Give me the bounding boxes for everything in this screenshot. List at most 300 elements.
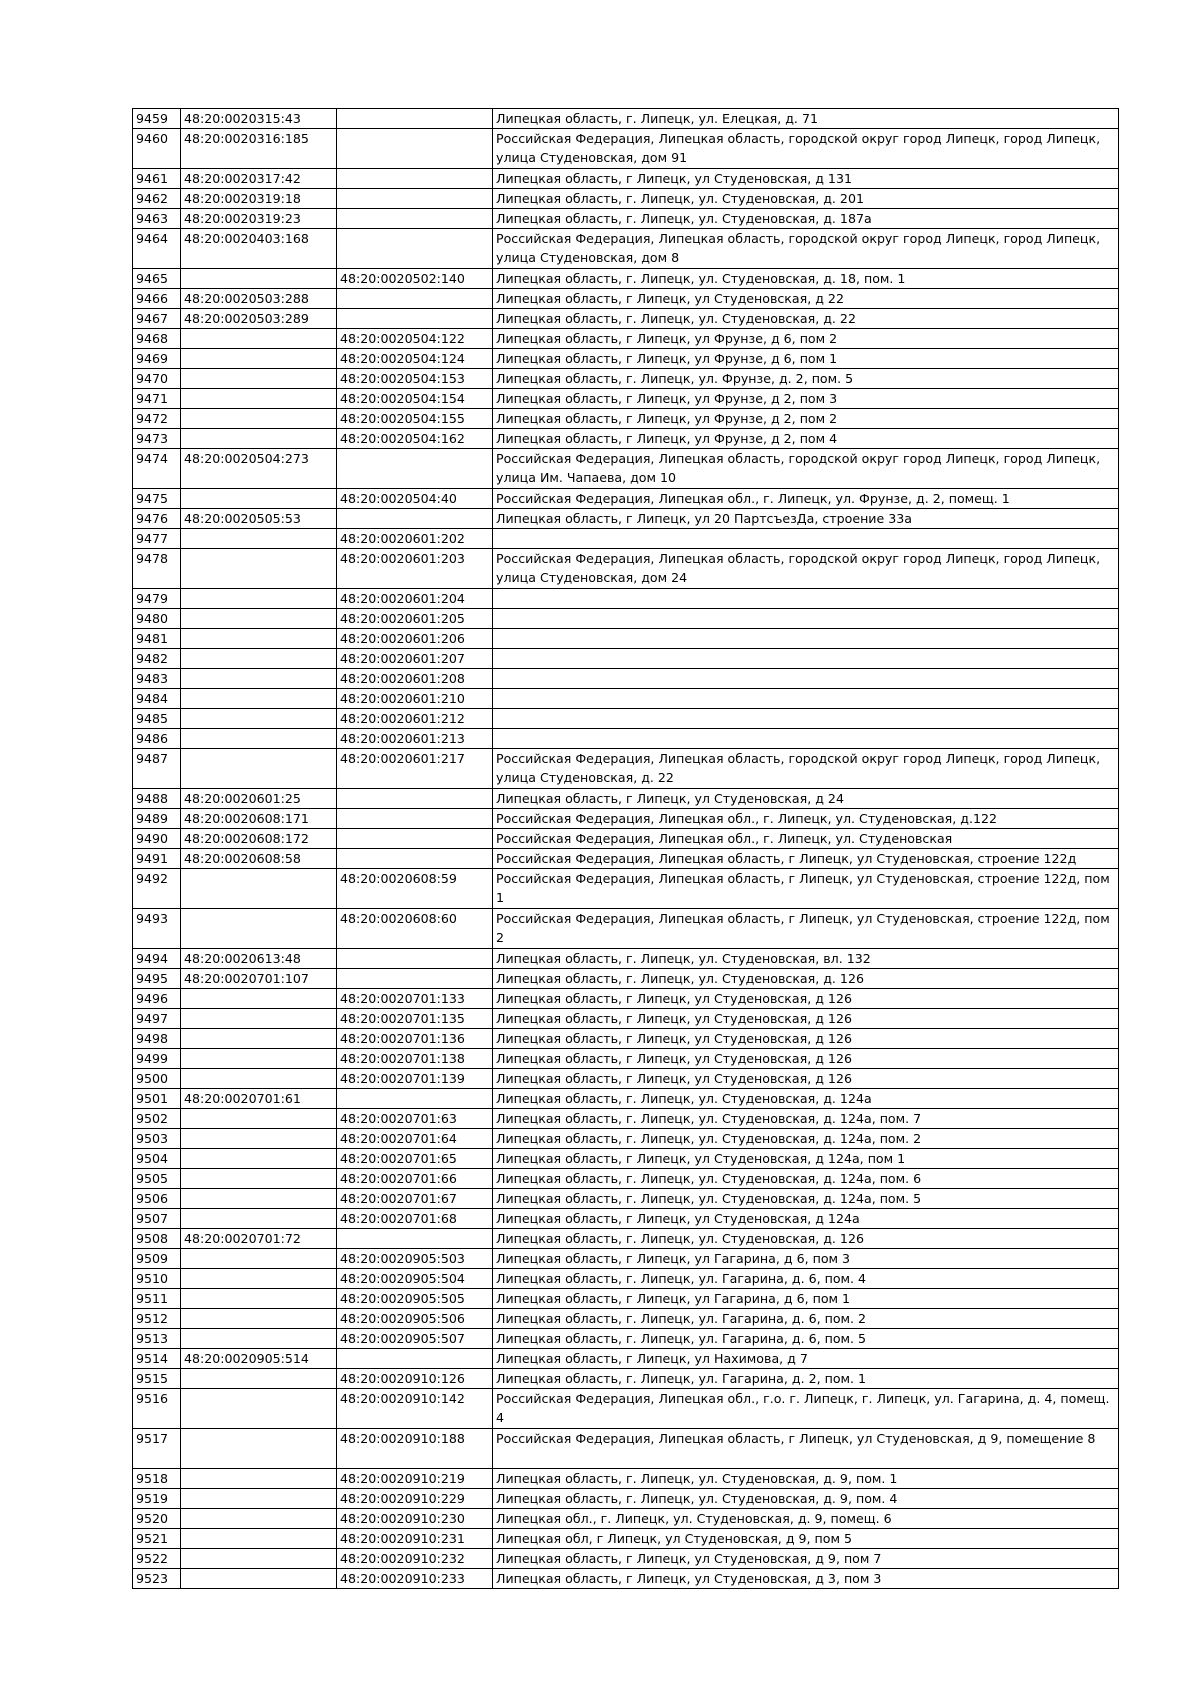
cadastral-number-cell [181, 989, 337, 1009]
cadastral-number-cell [181, 1469, 337, 1489]
table-row [133, 949, 1119, 969]
table-row [133, 1009, 1119, 1029]
premises-cadastral-number-cell [337, 949, 493, 969]
address-cell: Липецкая область, г Липецк, ул Гагарина, д 6, пом 1 [493, 1289, 1119, 1309]
address-cell: Российская Федерация, Липецкая область, городской округ город Липецк, город Липецк, улица Студеновская, дом 24 [493, 549, 1119, 589]
cadastral-number-cell: 48:20:0020503:288 [181, 289, 337, 309]
table-row [133, 1309, 1119, 1329]
premises-cadastral-number-cell: 48:20:0020910:233 [337, 1569, 493, 1589]
premises-cadastral-number-cell: 48:20:0020905:505 [337, 1289, 493, 1309]
premises-cadastral-number-cell: 48:20:0020504:154 [337, 389, 493, 409]
cadastral-number-cell [181, 1269, 337, 1289]
premises-cadastral-number-cell [337, 169, 493, 189]
address-cell: Липецкая область, г. Липецк, ул. Гагарина, д. 6, пом. 5 [493, 1329, 1119, 1349]
premises-cadastral-number-cell [337, 1229, 493, 1249]
table-row [133, 1209, 1119, 1229]
table-row [133, 189, 1119, 209]
address-cell: Липецкая область, г Липецк, ул Студеновская, д 126 [493, 1069, 1119, 1089]
table-body [133, 109, 1119, 1589]
row-number-cell: 9490 [133, 829, 181, 849]
cadastral-number-cell [181, 1249, 337, 1269]
premises-cadastral-number-cell: 48:20:0020701:136 [337, 1029, 493, 1049]
address-cell: Российская Федерация, Липецкая область, городской округ город Липецк, город Липецк, улица Студеновская, дом 8 [493, 229, 1119, 269]
cadastral-table [132, 108, 1119, 1589]
row-number-cell: 9510 [133, 1269, 181, 1289]
cadastral-number-cell: 48:20:0020613:48 [181, 949, 337, 969]
table-row [133, 849, 1119, 869]
table-row [133, 989, 1119, 1009]
address-cell: Липецкая область, г Липецк, ул Студеновская, д 126 [493, 989, 1119, 1009]
row-number-cell: 9497 [133, 1009, 181, 1029]
premises-cadastral-number-cell: 48:20:0020601:213 [337, 729, 493, 749]
cadastral-number-cell: 48:20:0020905:514 [181, 1349, 337, 1369]
cadastral-number-cell [181, 1529, 337, 1549]
premises-cadastral-number-cell: 48:20:0020701:66 [337, 1169, 493, 1189]
address-cell [493, 709, 1119, 729]
row-number-cell: 9508 [133, 1229, 181, 1249]
table-row [133, 709, 1119, 729]
row-number-cell: 9471 [133, 389, 181, 409]
premises-cadastral-number-cell: 48:20:0020504:153 [337, 369, 493, 389]
premises-cadastral-number-cell [337, 189, 493, 209]
cadastral-number-cell [181, 1109, 337, 1129]
table-row [133, 1049, 1119, 1069]
address-cell: Липецкая обл., г. Липецк, ул. Студеновская, д. 9, помещ. 6 [493, 1509, 1119, 1529]
cadastral-number-cell [181, 1049, 337, 1069]
row-number-cell: 9460 [133, 129, 181, 169]
address-cell: Липецкая область, г. Липецк, ул. Студеновская, д. 126 [493, 969, 1119, 989]
table-row [133, 309, 1119, 329]
cadastral-number-cell [181, 1389, 337, 1429]
cadastral-number-cell [181, 1129, 337, 1149]
premises-cadastral-number-cell: 48:20:0020601:207 [337, 649, 493, 669]
row-number-cell: 9514 [133, 1349, 181, 1369]
address-cell: Липецкая область, г. Липецк, ул. Студеновская, д. 124а [493, 1089, 1119, 1109]
cadastral-number-cell: 48:20:0020317:42 [181, 169, 337, 189]
address-cell: Российская Федерация, Липецкая область, городской округ город Липецк, город Липецк, улица Студеновская, д. 22 [493, 749, 1119, 789]
premises-cadastral-number-cell: 48:20:0020504:124 [337, 349, 493, 369]
address-cell [493, 689, 1119, 709]
address-cell: Липецкая область, г Липецк, ул Студеновская, д 124а [493, 1209, 1119, 1229]
table-row [133, 1109, 1119, 1129]
premises-cadastral-number-cell: 48:20:0020910:142 [337, 1389, 493, 1429]
cadastral-number-cell [181, 1489, 337, 1509]
premises-cadastral-number-cell: 48:20:0020601:203 [337, 549, 493, 589]
address-cell: Российская Федерация, Липецкая область, г Липецк, ул Студеновская, строение 122д, пом 2 [493, 909, 1119, 949]
row-number-cell: 9470 [133, 369, 181, 389]
address-cell: Липецкая область, г. Липецк, ул. Студеновская, д. 187а [493, 209, 1119, 229]
cadastral-number-cell: 48:20:0020701:61 [181, 1089, 337, 1109]
premises-cadastral-number-cell: 48:20:0020601:205 [337, 609, 493, 629]
table-row [133, 529, 1119, 549]
row-number-cell: 9482 [133, 649, 181, 669]
row-number-cell: 9491 [133, 849, 181, 869]
cadastral-number-cell [181, 629, 337, 649]
row-number-cell: 9461 [133, 169, 181, 189]
row-number-cell: 9473 [133, 429, 181, 449]
premises-cadastral-number-cell [337, 449, 493, 489]
cadastral-number-cell [181, 1069, 337, 1089]
cadastral-number-cell [181, 729, 337, 749]
address-cell: Липецкая область, г Липецк, ул Фрунзе, д 2, пом 4 [493, 429, 1119, 449]
row-number-cell: 9465 [133, 269, 181, 289]
address-cell: Российская Федерация, Липецкая область, г Липецк, ул Студеновская, д 9, помещение 8 [493, 1429, 1119, 1469]
row-number-cell: 9502 [133, 1109, 181, 1129]
premises-cadastral-number-cell: 48:20:0020502:140 [337, 269, 493, 289]
premises-cadastral-number-cell [337, 829, 493, 849]
premises-cadastral-number-cell: 48:20:0020910:126 [337, 1369, 493, 1389]
table-row [133, 1509, 1119, 1529]
address-cell: Липецкая область, г Липецк, ул Студеновская, д 24 [493, 789, 1119, 809]
address-cell: Липецкая область, г. Липецк, ул. Студеновская, д. 124а, пом. 2 [493, 1129, 1119, 1149]
row-number-cell: 9506 [133, 1189, 181, 1209]
premises-cadastral-number-cell: 48:20:0020504:122 [337, 329, 493, 349]
table-row [133, 589, 1119, 609]
premises-cadastral-number-cell: 48:20:0020910:229 [337, 1489, 493, 1509]
table-row [133, 909, 1119, 949]
address-cell: Липецкая область, г. Липецк, ул. Студеновская, д. 124а, пом. 6 [493, 1169, 1119, 1189]
premises-cadastral-number-cell: 48:20:0020601:217 [337, 749, 493, 789]
table-row [133, 209, 1119, 229]
premises-cadastral-number-cell [337, 309, 493, 329]
address-cell [493, 529, 1119, 549]
table-row [133, 1189, 1119, 1209]
cadastral-number-cell [181, 1509, 337, 1529]
address-cell: Липецкая область, г Липецк, ул Студеновская, д 9, пом 7 [493, 1549, 1119, 1569]
table-row [133, 1249, 1119, 1269]
table-row [133, 809, 1119, 829]
row-number-cell: 9463 [133, 209, 181, 229]
premises-cadastral-number-cell: 48:20:0020601:212 [337, 709, 493, 729]
cadastral-number-cell [181, 649, 337, 669]
row-number-cell: 9494 [133, 949, 181, 969]
premises-cadastral-number-cell [337, 849, 493, 869]
table-row [133, 509, 1119, 529]
row-number-cell: 9459 [133, 109, 181, 129]
table-row [133, 1489, 1119, 1509]
table-row [133, 429, 1119, 449]
address-cell: Липецкая область, г. Липецк, ул. Студеновская, д. 201 [493, 189, 1119, 209]
premises-cadastral-number-cell [337, 229, 493, 269]
table-row [133, 609, 1119, 629]
premises-cadastral-number-cell [337, 1089, 493, 1109]
premises-cadastral-number-cell: 48:20:0020905:506 [337, 1309, 493, 1329]
address-cell: Липецкая область, г. Липецк, ул. Гагарина, д. 6, пом. 2 [493, 1309, 1119, 1329]
cadastral-number-cell [181, 869, 337, 909]
row-number-cell: 9464 [133, 229, 181, 269]
premises-cadastral-number-cell: 48:20:0020910:188 [337, 1429, 493, 1469]
cadastral-number-cell: 48:20:0020701:72 [181, 1229, 337, 1249]
row-number-cell: 9511 [133, 1289, 181, 1309]
cadastral-number-cell [181, 369, 337, 389]
cadastral-number-cell [181, 1309, 337, 1329]
premises-cadastral-number-cell: 48:20:0020701:68 [337, 1209, 493, 1229]
row-number-cell: 9503 [133, 1129, 181, 1149]
table-row [133, 449, 1119, 489]
address-cell: Липецкая область, г Липецк, ул Гагарина, д 6, пом 3 [493, 1249, 1119, 1269]
table-row [133, 329, 1119, 349]
address-cell: Липецкая область, г Липецк, ул Студеновская, д 22 [493, 289, 1119, 309]
row-number-cell: 9479 [133, 589, 181, 609]
row-number-cell: 9507 [133, 1209, 181, 1229]
address-cell: Липецкая область, г Липецк, ул Фрунзе, д 6, пом 2 [493, 329, 1119, 349]
premises-cadastral-number-cell [337, 789, 493, 809]
address-cell: Липецкая область, г. Липецк, ул. Гагарина, д. 2, пом. 1 [493, 1369, 1119, 1389]
address-cell: Липецкая область, г. Липецк, ул. Студеновская, д. 22 [493, 309, 1119, 329]
table-row [133, 109, 1119, 129]
cadastral-number-cell [181, 1429, 337, 1469]
row-number-cell: 9476 [133, 509, 181, 529]
cadastral-number-cell: 48:20:0020505:53 [181, 509, 337, 529]
row-number-cell: 9475 [133, 489, 181, 509]
cadastral-number-cell [181, 429, 337, 449]
cadastral-number-cell [181, 1569, 337, 1589]
premises-cadastral-number-cell: 48:20:0020910:230 [337, 1509, 493, 1529]
address-cell: Липецкая область, г. Липецк, ул. Студеновская, вл. 132 [493, 949, 1119, 969]
table-row [133, 1429, 1119, 1469]
address-cell: Российская Федерация, Липецкая область, г Липецк, ул Студеновская, строение 122д, пом 1 [493, 869, 1119, 909]
premises-cadastral-number-cell [337, 809, 493, 829]
cadastral-number-cell [181, 489, 337, 509]
cadastral-number-cell: 48:20:0020403:168 [181, 229, 337, 269]
cadastral-number-cell [181, 1369, 337, 1389]
row-number-cell: 9485 [133, 709, 181, 729]
row-number-cell: 9499 [133, 1049, 181, 1069]
table-row [133, 789, 1119, 809]
premises-cadastral-number-cell [337, 289, 493, 309]
cadastral-number-cell: 48:20:0020608:171 [181, 809, 337, 829]
row-number-cell: 9504 [133, 1149, 181, 1169]
address-cell: Российская Федерация, Липецкая область, городской округ город Липецк, город Липецк, улица Им. Чапаева, дом 10 [493, 449, 1119, 489]
address-cell [493, 589, 1119, 609]
premises-cadastral-number-cell: 48:20:0020504:40 [337, 489, 493, 509]
table-row [133, 1229, 1119, 1249]
table-row [133, 649, 1119, 669]
table-row [133, 1329, 1119, 1349]
table-row [133, 229, 1119, 269]
table-row [133, 969, 1119, 989]
premises-cadastral-number-cell: 48:20:0020701:64 [337, 1129, 493, 1149]
cadastral-number-cell [181, 409, 337, 429]
row-number-cell: 9500 [133, 1069, 181, 1089]
cadastral-number-cell [181, 329, 337, 349]
premises-cadastral-number-cell: 48:20:0020701:138 [337, 1049, 493, 1069]
premises-cadastral-number-cell: 48:20:0020701:133 [337, 989, 493, 1009]
cadastral-number-cell [181, 269, 337, 289]
cadastral-number-cell [181, 549, 337, 589]
cadastral-number-cell [181, 349, 337, 369]
cadastral-number-cell: 48:20:0020601:25 [181, 789, 337, 809]
address-cell: Липецкая область, г. Липецк, ул. Студеновская, д. 124а, пом. 7 [493, 1109, 1119, 1129]
premises-cadastral-number-cell: 48:20:0020701:65 [337, 1149, 493, 1169]
row-number-cell: 9468 [133, 329, 181, 349]
row-number-cell: 9469 [133, 349, 181, 369]
cadastral-number-cell: 48:20:0020504:273 [181, 449, 337, 489]
table-row [133, 829, 1119, 849]
premises-cadastral-number-cell: 48:20:0020701:63 [337, 1109, 493, 1129]
cadastral-number-cell: 48:20:0020316:185 [181, 129, 337, 169]
cadastral-number-cell [181, 1149, 337, 1169]
address-cell: Липецкая область, г. Липецк, ул. Студеновская, д. 126 [493, 1229, 1119, 1249]
premises-cadastral-number-cell: 48:20:0020608:59 [337, 869, 493, 909]
address-cell [493, 649, 1119, 669]
table-row [133, 289, 1119, 309]
cadastral-number-cell [181, 1329, 337, 1349]
table-row [133, 749, 1119, 789]
row-number-cell: 9466 [133, 289, 181, 309]
table-row [133, 729, 1119, 749]
table-row [133, 1389, 1119, 1429]
row-number-cell: 9520 [133, 1509, 181, 1529]
cadastral-number-cell [181, 1189, 337, 1209]
premises-cadastral-number-cell: 48:20:0020701:135 [337, 1009, 493, 1029]
cadastral-number-cell [181, 1009, 337, 1029]
cadastral-number-cell [181, 1169, 337, 1189]
row-number-cell: 9487 [133, 749, 181, 789]
row-number-cell: 9462 [133, 189, 181, 209]
premises-cadastral-number-cell: 48:20:0020608:60 [337, 909, 493, 949]
address-cell: Липецкая область, г. Липецк, ул. Студеновская, д. 9, пом. 4 [493, 1489, 1119, 1509]
premises-cadastral-number-cell [337, 109, 493, 129]
cadastral-number-cell [181, 669, 337, 689]
table-row [133, 1529, 1119, 1549]
row-number-cell: 9505 [133, 1169, 181, 1189]
row-number-cell: 9493 [133, 909, 181, 949]
premises-cadastral-number-cell [337, 129, 493, 169]
row-number-cell: 9521 [133, 1529, 181, 1549]
address-cell: Липецкая область, г Липецк, ул Нахимова, д 7 [493, 1349, 1119, 1369]
row-number-cell: 9478 [133, 549, 181, 589]
address-cell: Липецкая область, г Липецк, ул Студеновская, д 124а, пом 1 [493, 1149, 1119, 1169]
table-row [133, 1569, 1119, 1589]
address-cell: Российская Федерация, Липецкая обл., г. Липецк, ул. Фрунзе, д. 2, помещ. 1 [493, 489, 1119, 509]
table-row [133, 349, 1119, 369]
row-number-cell: 9509 [133, 1249, 181, 1269]
address-cell: Липецкая область, г Липецк, ул 20 ПартсъезДа, строение 33а [493, 509, 1119, 529]
premises-cadastral-number-cell: 48:20:0020601:208 [337, 669, 493, 689]
cadastral-number-cell: 48:20:0020319:18 [181, 189, 337, 209]
row-number-cell: 9522 [133, 1549, 181, 1569]
address-cell: Липецкая область, г Липецк, ул Фрунзе, д 2, пом 3 [493, 389, 1119, 409]
table-row [133, 1069, 1119, 1089]
address-cell: Российская Федерация, Липецкая обл., г.о. г. Липецк, г. Липецк, ул. Гагарина, д. 4, помещ. 4 [493, 1389, 1119, 1429]
address-cell: Липецкая область, г Липецк, ул Фрунзе, д 2, пом 2 [493, 409, 1119, 429]
table-row [133, 629, 1119, 649]
row-number-cell: 9498 [133, 1029, 181, 1049]
address-cell: Липецкая область, г. Липецк, ул. Фрунзе, д. 2, пом. 5 [493, 369, 1119, 389]
cadastral-number-cell [181, 909, 337, 949]
table-row [133, 1149, 1119, 1169]
premises-cadastral-number-cell: 48:20:0020504:155 [337, 409, 493, 429]
address-cell: Липецкая область, г Липецк, ул Студеновская, д 126 [493, 1049, 1119, 1069]
table-row [133, 409, 1119, 429]
row-number-cell: 9501 [133, 1089, 181, 1109]
table-row [133, 369, 1119, 389]
address-cell: Липецкая область, г Липецк, ул Студеновская, д 126 [493, 1009, 1119, 1029]
address-cell: Липецкая область, г Липецк, ул Студеновская, д 3, пом 3 [493, 1569, 1119, 1589]
cadastral-number-cell: 48:20:0020503:289 [181, 309, 337, 329]
row-number-cell: 9495 [133, 969, 181, 989]
premises-cadastral-number-cell: 48:20:0020601:202 [337, 529, 493, 549]
row-number-cell: 9512 [133, 1309, 181, 1329]
premises-cadastral-number-cell: 48:20:0020905:503 [337, 1249, 493, 1269]
premises-cadastral-number-cell: 48:20:0020701:67 [337, 1189, 493, 1209]
cadastral-number-cell: 48:20:0020315:43 [181, 109, 337, 129]
row-number-cell: 9492 [133, 869, 181, 909]
row-number-cell: 9515 [133, 1369, 181, 1389]
table-row [133, 689, 1119, 709]
cadastral-number-cell [181, 389, 337, 409]
row-number-cell: 9519 [133, 1489, 181, 1509]
row-number-cell: 9496 [133, 989, 181, 1009]
row-number-cell: 9486 [133, 729, 181, 749]
premises-cadastral-number-cell: 48:20:0020601:210 [337, 689, 493, 709]
table-row [133, 269, 1119, 289]
row-number-cell: 9483 [133, 669, 181, 689]
address-cell: Российская Федерация, Липецкая обл., г. Липецк, ул. Студеновская, д.122 [493, 809, 1119, 829]
address-cell: Российская Федерация, Липецкая область, городской округ город Липецк, город Липецк, улица Студеновская, дом 91 [493, 129, 1119, 169]
cadastral-number-cell [181, 749, 337, 789]
premises-cadastral-number-cell: 48:20:0020910:232 [337, 1549, 493, 1569]
premises-cadastral-number-cell [337, 209, 493, 229]
table-row [133, 1269, 1119, 1289]
cadastral-number-cell [181, 529, 337, 549]
row-number-cell: 9467 [133, 309, 181, 329]
cadastral-number-cell: 48:20:0020319:23 [181, 209, 337, 229]
cadastral-number-cell [181, 1029, 337, 1049]
address-cell: Липецкая область, г. Липецк, ул. Студеновская, д. 124а, пом. 5 [493, 1189, 1119, 1209]
premises-cadastral-number-cell: 48:20:0020910:219 [337, 1469, 493, 1489]
table-row [133, 1289, 1119, 1309]
row-number-cell: 9513 [133, 1329, 181, 1349]
table-row [133, 1349, 1119, 1369]
address-cell [493, 669, 1119, 689]
premises-cadastral-number-cell: 48:20:0020910:231 [337, 1529, 493, 1549]
table-row [133, 1029, 1119, 1049]
table-row [133, 549, 1119, 589]
cadastral-number-cell [181, 1209, 337, 1229]
cadastral-number-cell: 48:20:0020608:172 [181, 829, 337, 849]
table-row [133, 1089, 1119, 1109]
row-number-cell: 9484 [133, 689, 181, 709]
address-cell [493, 729, 1119, 749]
cadastral-number-cell: 48:20:0020701:107 [181, 969, 337, 989]
table-row [133, 1169, 1119, 1189]
premises-cadastral-number-cell: 48:20:0020905:504 [337, 1269, 493, 1289]
row-number-cell: 9489 [133, 809, 181, 829]
address-cell: Липецкая область, г Липецк, ул Студеновская, д 126 [493, 1029, 1119, 1049]
cadastral-number-cell [181, 1549, 337, 1569]
address-cell: Российская Федерация, Липецкая область, г Липецк, ул Студеновская, строение 122д [493, 849, 1119, 869]
row-number-cell: 9477 [133, 529, 181, 549]
table-row [133, 1129, 1119, 1149]
premises-cadastral-number-cell: 48:20:0020601:204 [337, 589, 493, 609]
cadastral-number-cell [181, 589, 337, 609]
row-number-cell: 9517 [133, 1429, 181, 1469]
row-number-cell: 9518 [133, 1469, 181, 1489]
row-number-cell: 9474 [133, 449, 181, 489]
row-number-cell: 9480 [133, 609, 181, 629]
address-cell [493, 629, 1119, 649]
cadastral-number-cell [181, 609, 337, 629]
table-row [133, 1549, 1119, 1569]
premises-cadastral-number-cell: 48:20:0020905:507 [337, 1329, 493, 1349]
premises-cadastral-number-cell: 48:20:0020601:206 [337, 629, 493, 649]
row-number-cell: 9523 [133, 1569, 181, 1589]
table-row [133, 489, 1119, 509]
address-cell: Липецкая область, г. Липецк, ул. Студеновская, д. 18, пом. 1 [493, 269, 1119, 289]
row-number-cell: 9516 [133, 1389, 181, 1429]
